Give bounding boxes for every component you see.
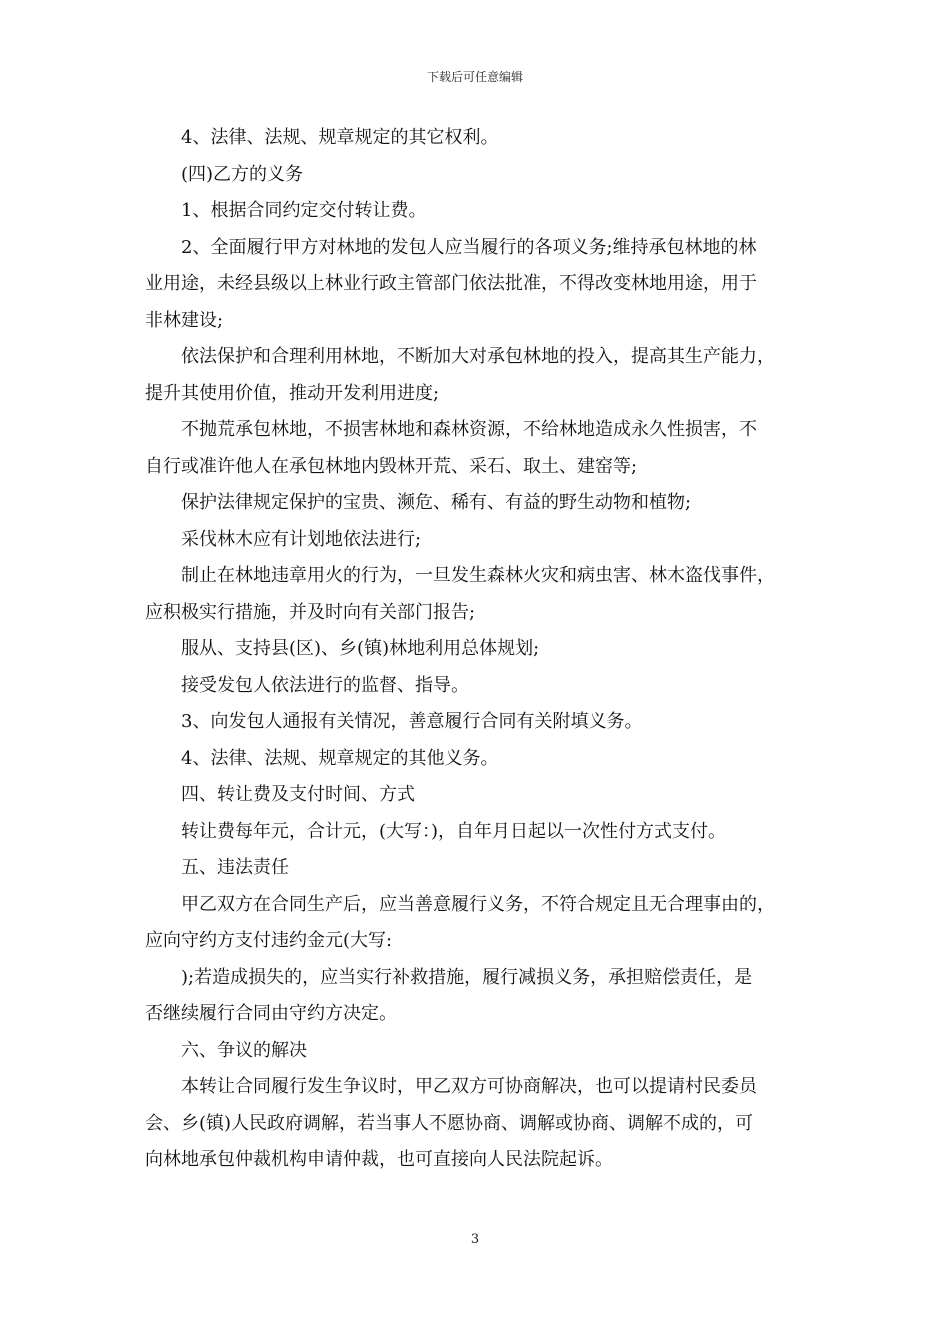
text-line: 服从、支持县(区)、乡(镇)林地利用总体规划; xyxy=(181,638,540,659)
text-line: 接受发包人依法进行的监督、指导。 xyxy=(181,674,469,696)
text-line: 制止在林地违章用火的行为，一旦发生森林火灾和病虫害、林木盗伐事件， xyxy=(181,565,775,586)
text-line: 否继续履行合同由守约方决定。 xyxy=(145,1003,397,1024)
text-line: 四、转让费及支付时间、方式 xyxy=(181,784,415,805)
text-line: 采伐林木应有计划地依法进行; xyxy=(181,528,422,550)
text-line: 甲乙双方在合同生产后，应当善意履行义务，不符合规定且无合理事由的， xyxy=(181,893,775,915)
page-header: 下载后可任意编辑 xyxy=(426,70,523,84)
text-line: 转让费每年元，合计元，(大写：)，自年月日起以一次性付方式支付。 xyxy=(181,820,727,842)
text-line: 应积极实行措施，并及时向有关部门报告; xyxy=(145,601,476,623)
text-line: 不抛荒承包林地，不损害林地和森林资源，不给林地造成永久性损害，不 xyxy=(181,419,757,440)
text-line: 2、全面履行甲方对林地的发包人应当履行的各项义务;维持承包林地的林 xyxy=(181,236,757,258)
text-line: 向林地承包仲裁机构申请仲裁，也可直接向人民法院起诉。 xyxy=(145,1149,613,1170)
text-line: 非林建设; xyxy=(145,309,224,331)
text-line: 五、违法责任 xyxy=(181,857,289,878)
text-line: 1、根据合同约定交付转让费。 xyxy=(181,200,427,221)
text-line: 3、向发包人通报有关情况，善意履行合同有关附填义务。 xyxy=(181,711,643,732)
text-line: 依法保护和合理利用林地，不断加大对承包林地的投入，提高其生产能力， xyxy=(181,346,775,367)
text-line: 会、乡(镇)人民政府调解，若当事人不愿协商、调解或协商、调解不成的，可 xyxy=(145,1112,754,1134)
text-line: (四)乙方的义务 xyxy=(181,163,304,185)
text-line: 应向守约方支付违约金元(大写: xyxy=(145,930,393,951)
text-line: 4、法律、法规、规章规定的其他义务。 xyxy=(181,747,499,769)
text-line: 六、争议的解决 xyxy=(181,1039,307,1061)
text-line: 提升其使用价值，推动开发利用进度; xyxy=(145,382,440,404)
text-line: );若造成损失的，应当实行补救措施，履行减损义务，承担赔偿责任，是 xyxy=(181,966,753,988)
text-line: 自行或准许他人在承包林地内毁林开荒、采石、取土、建窑等; xyxy=(145,455,638,477)
page-number: 3 xyxy=(470,1232,480,1247)
text-line: 保护法律规定保护的宝贵、濒危、稀有、有益的野生动物和植物; xyxy=(181,492,692,513)
text-line: 业用途，未经县级以上林业行政主管部门依法批准，不得改变林地用途，用于 xyxy=(145,273,757,294)
text-line: 本转让合同履行发生争议时，甲乙双方可协商解决，也可以提请村民委员 xyxy=(181,1076,757,1097)
text-line: 4、法律、法规、规章规定的其它权利。 xyxy=(181,127,499,148)
document-body xyxy=(145,120,817,1179)
